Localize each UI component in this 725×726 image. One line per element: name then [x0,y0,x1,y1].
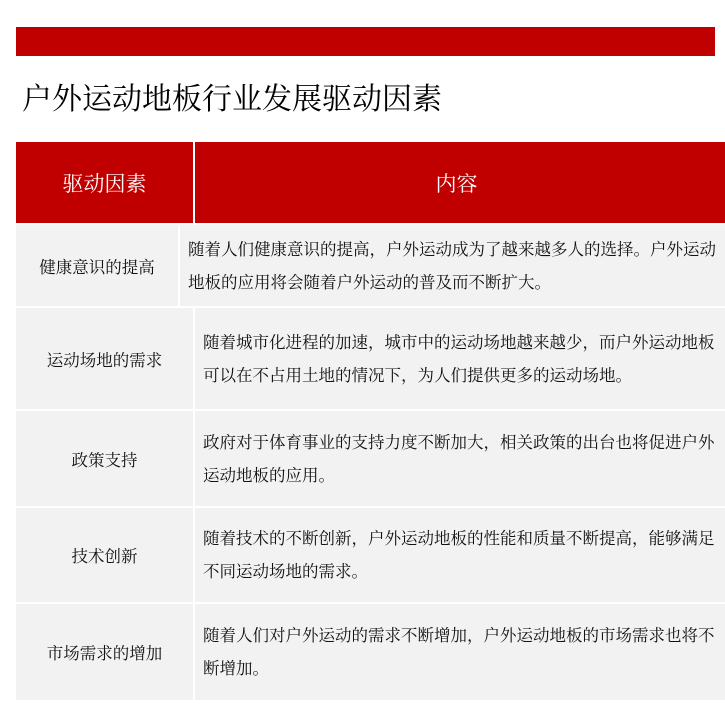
header-content: 内容 [195,142,725,223]
page-title: 户外运动地板行业发展驱动因素 [22,82,442,117]
table-row [16,225,725,306]
content-cell [195,508,725,602]
factor-cell: 健康意识的提高 [16,225,178,306]
factor-cell: 政策支持 [16,411,193,506]
table-row [16,604,725,700]
table-row [16,308,725,409]
content-cell [195,308,725,409]
content-text: 随着人们健康意识的提高，户外运动成为了越来越多人的选择。户外运动地板的应用将会随着户外运动的普及而不断扩大。 [188,239,716,292]
table-header-row [16,142,725,223]
top-accent-bar [16,27,715,56]
content-text: 随着技术的不断创新，户外运动地板的性能和质量不断提高，能够满足不同运动场地的需求。 [203,529,715,581]
factor-cell: 运动场地的需求 [16,308,193,409]
factor-cell: 市场需求的增加 [16,604,193,700]
table-row [16,411,725,506]
content-text: 随着人们对户外运动的需求不断增加，户外运动地板的市场需求也将不断增加。 [203,626,715,678]
content-text: 随着城市化进程的加速，城市中的运动场地越来越少，而户外运动地板可以在不占用土地的情况下，为人们提供更多的运动场地。 [203,332,715,385]
content-cell [180,225,725,306]
content-cell [195,411,725,506]
drivers-table [16,142,725,702]
factor-cell: 技术创新 [16,508,193,602]
table-row [16,508,725,602]
content-cell [195,604,725,700]
header-factor: 驱动因素 [16,142,193,223]
content-text: 政府对于体育事业的支持力度不断加大，相关政策的出台也将促进户外运动地板的应用。 [203,432,715,485]
